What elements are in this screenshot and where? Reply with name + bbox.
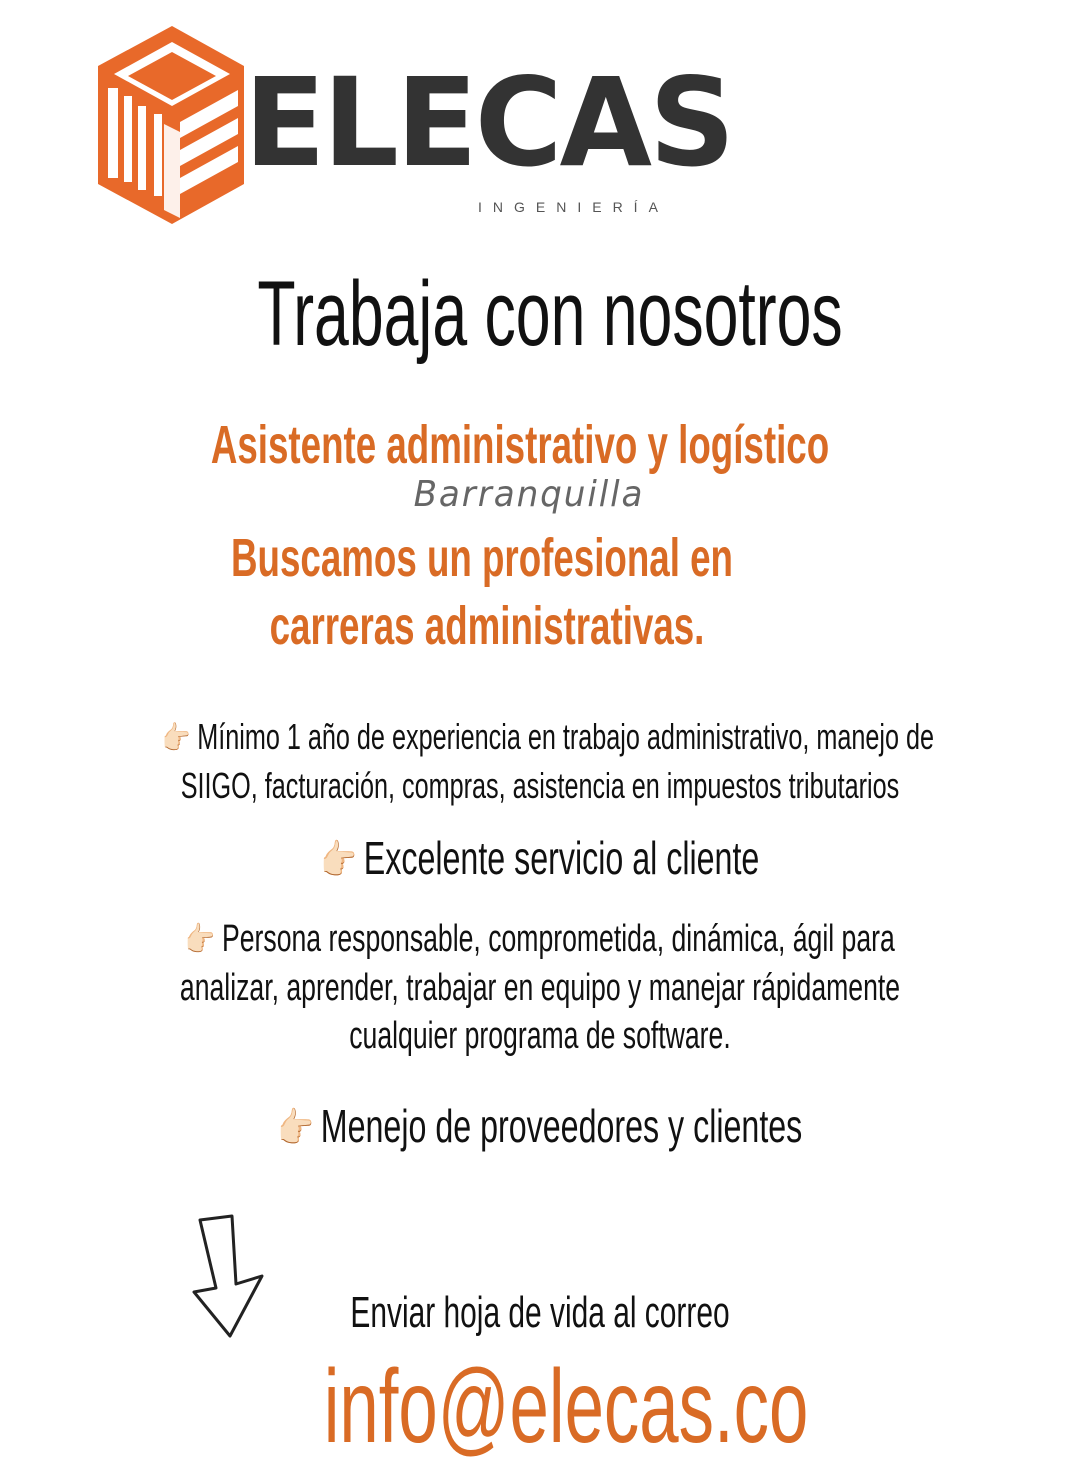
requirement-text: SIIGO, facturación, compras, asistencia en impuestos tributarios (180, 765, 900, 806)
job-role: Asistente administrativo y logístico (210, 415, 830, 475)
pointing-hand-icon: 👉🏻 (162, 720, 191, 756)
pointing-hand-icon: 👉🏻 (320, 837, 357, 883)
requirement-text: Persona responsable, comprometida, dinámica, ágil para (222, 918, 895, 960)
page-title: Trabaja con nosotros (257, 263, 843, 365)
job-city: Barranquilla (413, 474, 645, 515)
cta-label: Enviar hoja de vida al correo (350, 1288, 730, 1337)
company-logo (92, 22, 733, 227)
requirement-experience (0, 713, 1080, 809)
contact-email[interactable]: info@elecas.co (323, 1349, 809, 1463)
requirement-text: cualquier programa de software. (349, 1015, 731, 1057)
brand-tagline: INGENIERÍA (478, 199, 669, 215)
pointing-hand-icon: 👉🏻 (277, 1105, 314, 1151)
requirement-text: Menejo de proveedores y clientes (320, 1100, 803, 1152)
cube-logo-icon (92, 22, 252, 227)
requirement-text: Excelente servicio al cliente (363, 832, 760, 884)
pointing-hand-icon: 👉🏻 (185, 921, 216, 959)
requirement-personality (0, 915, 1080, 1060)
seeking-line-1: Buscamos un profesional en (231, 528, 733, 588)
requirement-text: analizar, aprender, trabajar en equipo y manejar rápidamente (179, 967, 901, 1009)
seeking-line-2: carreras administrativas. (269, 596, 705, 656)
requirement-suppliers (0, 1100, 1080, 1154)
brand-name: ELECAS (244, 52, 733, 194)
requirement-service (0, 832, 1080, 886)
requirement-text: Mínimo 1 año de experiencia en trabajo administrativo, manejo de (197, 716, 935, 757)
